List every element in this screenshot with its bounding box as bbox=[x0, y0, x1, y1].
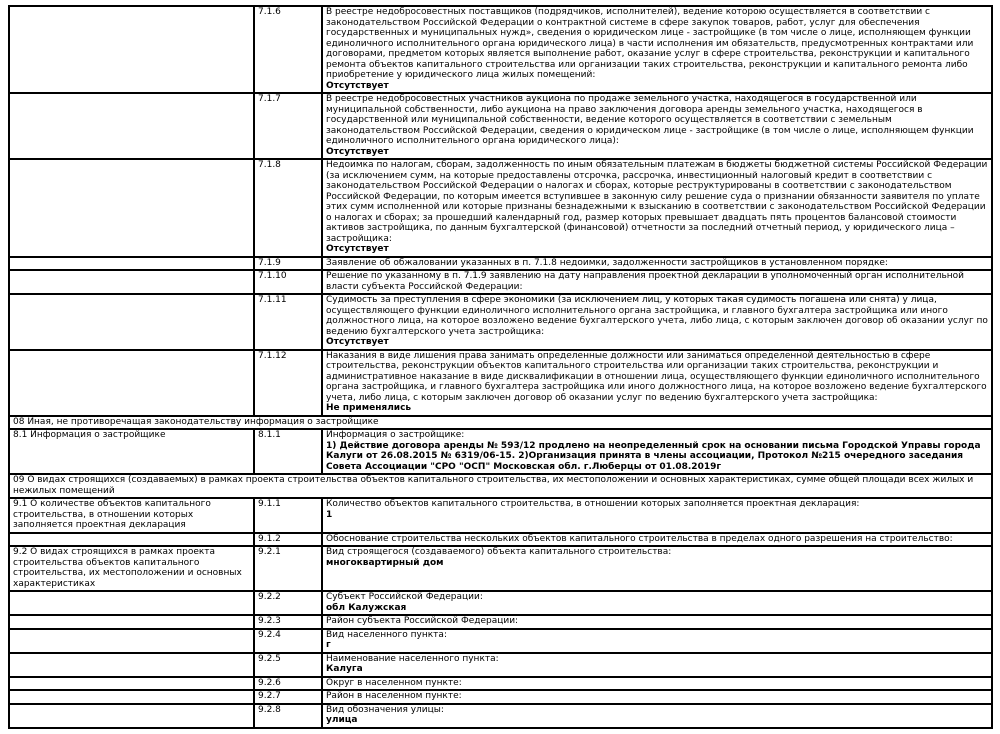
table-row bbox=[9, 6, 992, 93]
content-label: Район субъекта Российской Федерации: bbox=[326, 616, 519, 626]
content-label: Вид обозначения улицы: bbox=[326, 704, 444, 715]
content-value: Отсутствует bbox=[326, 337, 389, 347]
section-header: 09 О видах строящихся (создаваемых) в рамках проекта строительства объектов капитального строительства, их местоположении и основных характеристиках, сумме общей площади всех жилых и нежилых помещений bbox=[9, 474, 992, 498]
row-content-cell bbox=[322, 350, 992, 416]
row-content-cell bbox=[322, 257, 992, 271]
table-row bbox=[9, 677, 992, 691]
content-label: Округ в населенном пункте: bbox=[326, 677, 462, 688]
row-content-cell bbox=[322, 159, 992, 257]
row-number-cell: 9.2.3 bbox=[254, 615, 322, 629]
table-row bbox=[9, 546, 992, 591]
table-row bbox=[9, 629, 992, 653]
section-header-row bbox=[9, 416, 992, 430]
row-content-cell bbox=[322, 270, 992, 294]
row-number-cell: 7.1.9 bbox=[254, 257, 322, 271]
row-content-cell bbox=[322, 615, 992, 629]
table-row bbox=[9, 429, 992, 474]
row-category-cell bbox=[9, 591, 254, 615]
row-category-cell bbox=[9, 629, 254, 653]
row-category-cell bbox=[9, 704, 254, 728]
row-content-cell bbox=[322, 704, 992, 728]
section-header-row bbox=[9, 474, 992, 498]
row-number-cell: 9.2.4 bbox=[254, 629, 322, 653]
row-number-cell: 8.1.1 bbox=[254, 429, 322, 474]
row-content-cell bbox=[322, 629, 992, 653]
content-value: обл Калужская bbox=[326, 602, 407, 613]
row-content-cell bbox=[322, 294, 992, 350]
content-value: Калуга bbox=[326, 664, 363, 674]
row-category-cell bbox=[9, 350, 254, 416]
table-row bbox=[9, 690, 992, 704]
row-number-cell: 7.1.6 bbox=[254, 6, 322, 93]
table-row bbox=[9, 704, 992, 728]
content-label: Информация о застройщике: bbox=[326, 430, 465, 440]
table-row bbox=[9, 294, 992, 350]
row-content-cell bbox=[322, 533, 992, 547]
row-content-cell bbox=[322, 498, 992, 533]
content-value: 1) Действие договора аренды № 593/12 продлено на неопределенный срок на основании письма Городской Управы города Калуги от 26.08.2015 № 6319/06-15. 2)Организация принята в члены ассоциации, Протокол №215 очередного заседания Совета Ассоциации "СРО "ОСП" Московская обл. г.Люберцы от 01.08.2019г bbox=[326, 440, 981, 472]
table-row bbox=[9, 270, 992, 294]
table-row bbox=[9, 533, 992, 547]
row-content-cell bbox=[322, 591, 992, 615]
content-label: Решение по указанному в п. 7.1.9 заявлению на дату направления проектной декларации в уполномоченный орган исполнительной власти субъекта Российской Федерации: bbox=[326, 271, 965, 292]
section-header: 08 Иная, не противоречащая законодательству информация о застройщике bbox=[9, 416, 992, 430]
row-category-cell bbox=[9, 159, 254, 257]
content-label: В реестре недобросовестных участников аукциона по продаже земельного участка, находящегося в государственной или муниципальной собственности, либо аукциона на право заключения договора аренды земельного участка, находящегося в государственной или муниципальной собственности, ведение которого осуществляется в соответствии с земельным законодательством Российской Федерации, сведения о юридическом лице - застройщике (в том числе о лице, исполняющем функции единоличного исполнительного органа юридического лица): bbox=[326, 94, 974, 146]
content-label: Субъект Российской Федерации: bbox=[326, 592, 483, 602]
row-content-cell bbox=[322, 546, 992, 591]
row-category-cell bbox=[9, 690, 254, 704]
row-content-cell bbox=[322, 690, 992, 704]
row-category-cell bbox=[9, 615, 254, 629]
table-row bbox=[9, 591, 992, 615]
row-number-cell: 7.1.12 bbox=[254, 350, 322, 416]
content-label: Обоснование строительства нескольких объектов капитального строительства в пределах одного разрешения на строительство: bbox=[326, 533, 953, 544]
content-label: Наименование населенного пункта: bbox=[326, 653, 499, 664]
row-category-cell: 9.2 О видах строящихся в рамках проекта строительства объектов капитального строительства, их местоположении и основных характеристиках bbox=[9, 546, 254, 591]
row-number-cell: 7.1.7 bbox=[254, 93, 322, 159]
row-number-cell: 9.2.8 bbox=[254, 704, 322, 728]
row-content-cell bbox=[322, 93, 992, 159]
row-number-cell: 9.2.6 bbox=[254, 677, 322, 691]
table-row bbox=[9, 350, 992, 416]
row-category-cell bbox=[9, 93, 254, 159]
row-number-cell: 9.1.1 bbox=[254, 498, 322, 533]
table-row bbox=[9, 159, 992, 257]
content-value: многоквартирный дом bbox=[326, 557, 444, 568]
content-value: Отсутствует bbox=[326, 80, 389, 91]
content-value: Отсутствует bbox=[326, 146, 389, 157]
row-category-cell bbox=[9, 653, 254, 677]
table-row bbox=[9, 257, 992, 271]
table-row bbox=[9, 93, 992, 159]
row-category-cell: 8.1 Информация о застройщике bbox=[9, 429, 254, 474]
content-value: улица bbox=[326, 715, 358, 725]
content-label: В реестре недобросовестных поставщиков (подрядчиков, исполнителей), ведение которою осуществляется в соответствии с законодательством Российской Федерации о контрактной системе в сфере закупок товаров, работ, услуг для обеспечения государственных и муниципальных нужд», сведения о юридическом лице - застройщике (в том числе о лице, исполняющем функции единоличного исполнительного органа юридического лица) в части исполнения им обязательств, предусмотренных контрактами или договорами, предметом которых является выполнение работ, оказание услуг в сфере строительства, реконструкции и капитального ремонта объектов капитального строительства или организации таких строительства, реконструкции и капитального ремонта либо приобретение у юридического лица жилых помещений: bbox=[326, 7, 974, 80]
content-label: Район в населенном пункте: bbox=[326, 691, 462, 701]
content-value: Отсутствует bbox=[326, 244, 389, 254]
content-label: Вид населенного пункта: bbox=[326, 629, 447, 640]
row-category-cell bbox=[9, 677, 254, 691]
row-content-cell bbox=[322, 677, 992, 691]
row-number-cell: 9.1.2 bbox=[254, 533, 322, 547]
content-label: Заявление об обжаловании указанных в п. 7.1.8 недоимки, задолженности застройщиков в установленном порядке: bbox=[326, 257, 888, 268]
row-number-cell: 9.2.1 bbox=[254, 546, 322, 591]
row-number-cell: 9.2.5 bbox=[254, 653, 322, 677]
content-value: 1 bbox=[326, 509, 333, 520]
table-row bbox=[9, 615, 992, 629]
content-label: Наказания в виде лишения права занимать определенные должности или заниматься определенной деятельностью в сфере строительства, реконструкции объектов капитального строительства или организации таких строительства, реконструкции и административное наказание в виде дисквалификации в отношении лица, осуществляющего функции единоличного исполнительного органа застройщика, и главного бухгалтера застройщика или иного должностного лица, на которое возложено ведение бухгалтерского учета, либо лица, с которым заключен договор об оказании услуг по ведению бухгалтерского учета застройщика: bbox=[326, 350, 987, 403]
declaration-table bbox=[8, 5, 993, 729]
content-label: Недоимка по налогам, сборам, задолженность по иным обязательным платежам в бюджеты бюджетной системы Российской Федерации (за исключением сумм, на которые предоставлены отсрочка, рассрочка, инвестиционный налоговый кредит в соответствии с законодательством Российской Федерации о налогах и сборах, которые реструктурированы в соответствии с законодательством Российской Федерации, по которым имеется вступившее в законную силу решение суда о признании обязанности заявителя по уплате этих сумм исполненной или которые признаны безнадежными к взысканию в соответствии с законодательством Российской Федерации о налогах и сборах; за прошедший календарный год, размер которых превышает двадцать пять процентов балансовой стоимости активов застройщика, по данным бухгалтерской (финансовой) отчетности за последний отчетный период, у юридического лица – застройщика: bbox=[326, 160, 988, 244]
row-category-cell bbox=[9, 6, 254, 93]
row-category-cell bbox=[9, 294, 254, 350]
row-category-cell bbox=[9, 270, 254, 294]
row-number-cell: 9.2.7 bbox=[254, 690, 322, 704]
row-number-cell: 7.1.11 bbox=[254, 294, 322, 350]
row-number-cell: 7.1.10 bbox=[254, 270, 322, 294]
table-row bbox=[9, 653, 992, 677]
row-category-cell bbox=[9, 533, 254, 547]
row-content-cell bbox=[322, 653, 992, 677]
content-value: Не применялись bbox=[326, 403, 412, 413]
content-label: Количество объектов капитального строительства, в отношении которых заполняется проектная декларация: bbox=[326, 499, 860, 509]
row-category-cell: 9.1 О количестве объектов капитального строительства, в отношении которых заполняется проектная декларация bbox=[9, 498, 254, 533]
row-number-cell: 9.2.2 bbox=[254, 591, 322, 615]
content-label: Вид строящегося (создаваемого) объекта капитального строительства: bbox=[326, 547, 672, 557]
row-category-cell bbox=[9, 257, 254, 271]
content-label: Судимость за преступления в сфере экономики (за исключением лиц, у которых такая судимость погашена или снята) у лица, осуществляющего функции единоличного исполнительного органа застройщика, и главного бухгалтера застройщика или иного должностного лица, на которое возложено ведение бухгалтерского учета, либо лица, с которым заключен договор об оказании услуг по ведению бухгалтерского учета застройщика: bbox=[326, 295, 988, 337]
row-number-cell: 7.1.8 bbox=[254, 159, 322, 257]
content-value: г bbox=[326, 640, 331, 650]
row-content-cell bbox=[322, 429, 992, 474]
table-row bbox=[9, 498, 992, 533]
row-content-cell bbox=[322, 6, 992, 93]
declaration-table-body bbox=[9, 6, 992, 728]
